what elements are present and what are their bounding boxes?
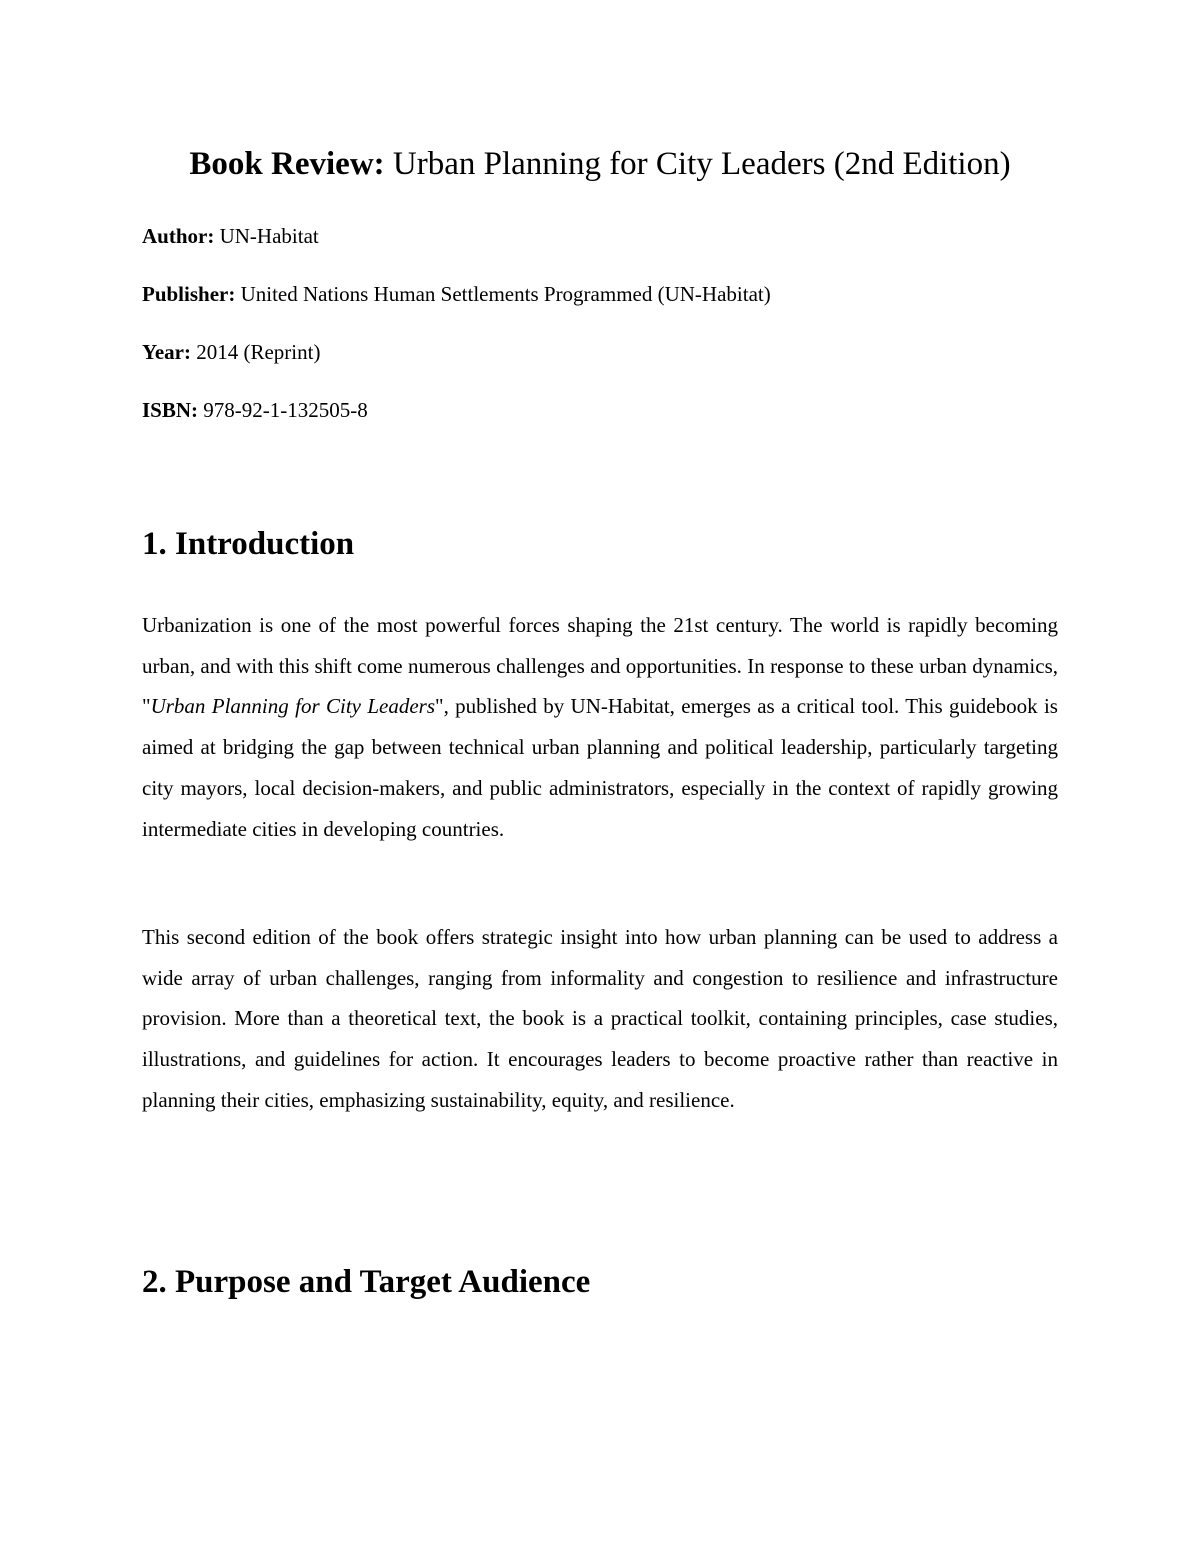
- intro-paragraph-1: Urbanization is one of the most powerful forces shaping the 21st century. The world is rapidly becoming urban, and with this shift come numerous challenges and opportunities. In response to these urban dynamics, "Urban Planning for City Leaders", published by UN-Habitat, emerges as a critical tool. This guidebook is aimed at bridging the gap between technical urban planning and political leadership, particularly targeting city mayors, local decision-makers, and public administrators, especially in the context of rapidly growing intermediate cities in developing countries.: [142, 613, 1058, 841]
- meta-publisher: Publisher: United Nations Human Settlements Programmed (UN-Habitat): [142, 282, 771, 306]
- meta-year: Year: 2014 (Reprint): [142, 340, 321, 364]
- meta-author: Author: UN-Habitat: [142, 224, 319, 248]
- section-heading-purpose: 2. Purpose and Target Audience: [142, 1264, 591, 1300]
- section-heading-introduction: 1. Introduction: [142, 526, 355, 562]
- page-title: Book Review: Urban Planning for City Leaders (2nd Edition): [189, 146, 1011, 182]
- intro-paragraph-2: This second edition of the book offers strategic insight into how urban planning can be used to address a wide array of urban challenges, ranging from informality and congestion to resilience and infrastructure provision. More than a theoretical text, the book is a practical toolkit, containing principles, case studies, illustrations, and guidelines for action. It encourages leaders to become proactive rather than reactive in planning their cities, emphasizing sustainability, equity, and resilience.: [142, 925, 1058, 1112]
- meta-isbn: ISBN: 978-92-1-132505-8: [142, 398, 368, 422]
